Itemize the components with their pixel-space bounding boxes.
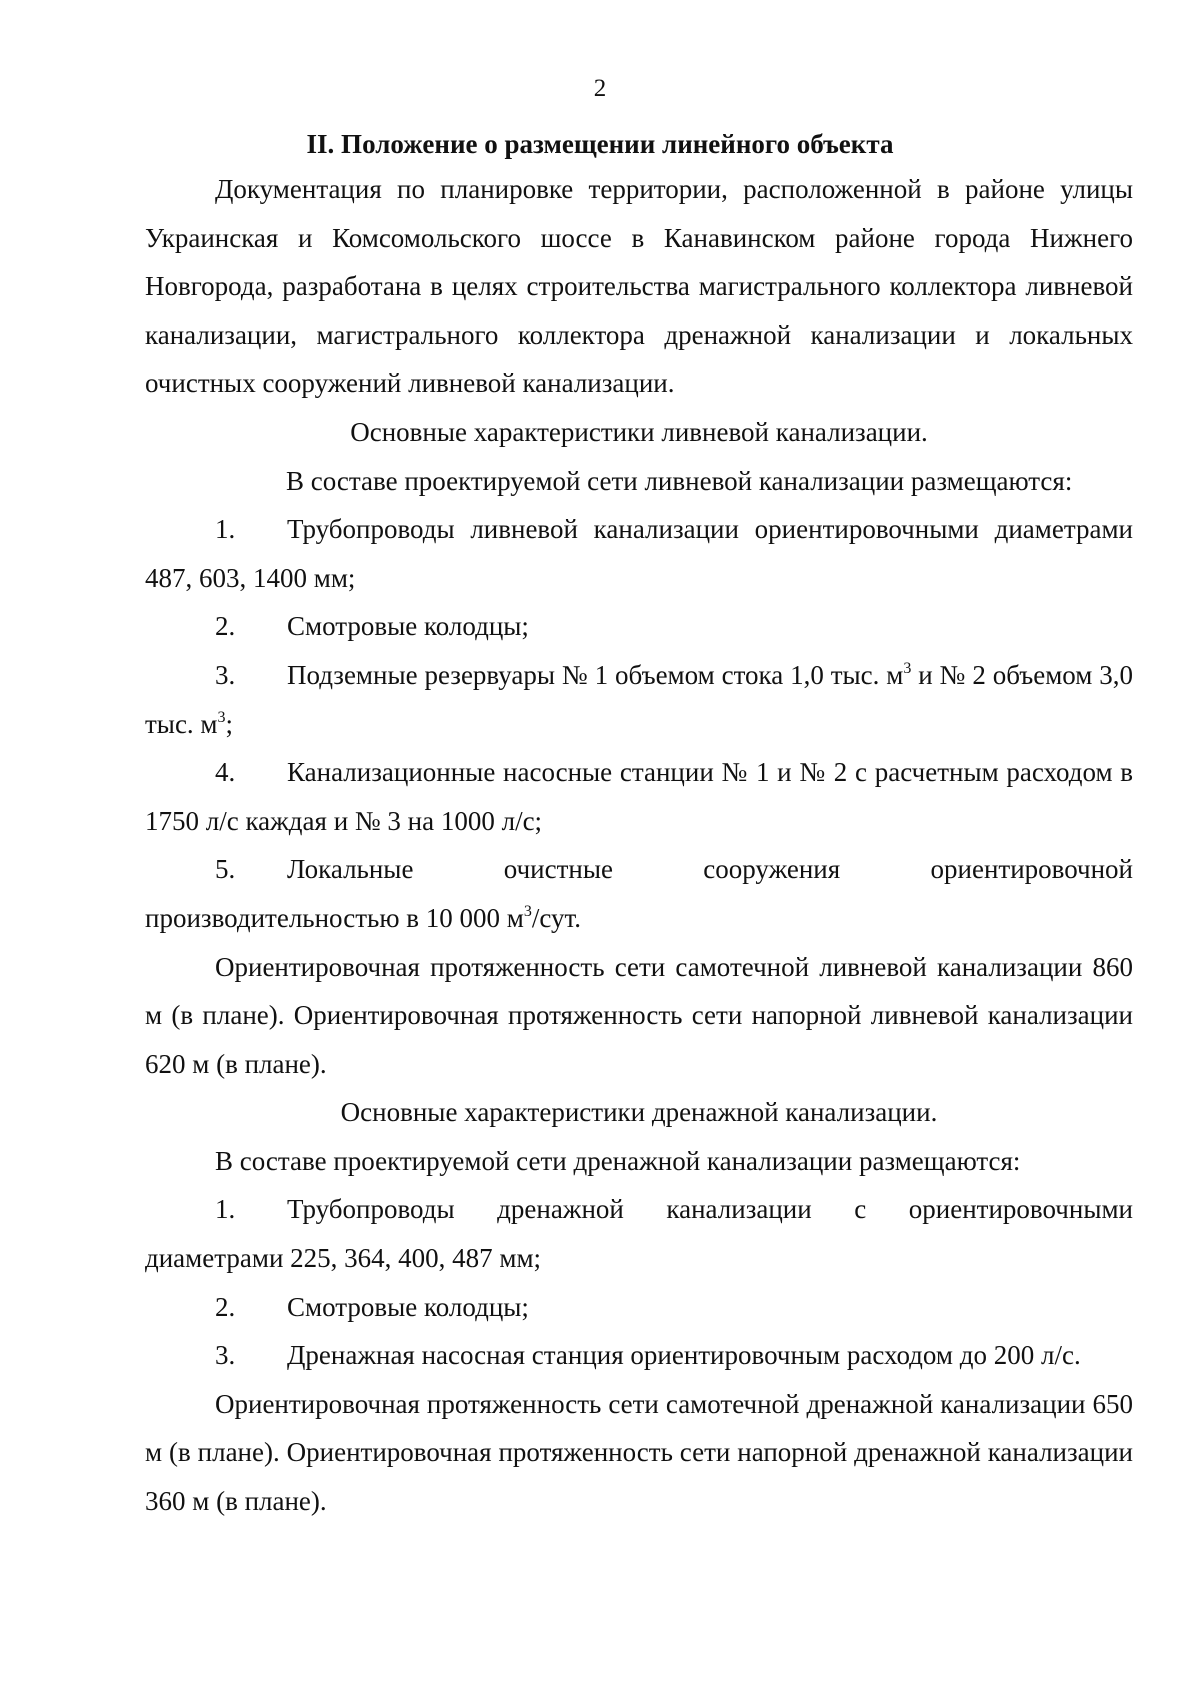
item-text: и № 2 объемом 3,0 тыс. м	[145, 659, 1133, 739]
item-text: Смотровые колодцы;	[287, 611, 529, 642]
storm-item-2	[145, 602, 1133, 651]
drainage-section-title: Основные характеристики дренажной канализации.	[340, 1097, 938, 1128]
storm-summary: Ориентировочная протяженность сети самотечной ливневой канализации 860 м (в плане). Ориентировочная протяженность сети напорной ливневой канализации 620 м (в плане).	[145, 951, 1133, 1079]
item-text: ;	[225, 708, 234, 739]
storm-item-4	[145, 748, 1133, 845]
drainage-lead: В составе проектируемой сети дренажной канализации размещаются:	[215, 1145, 1021, 1176]
item-text: Локальные очистные сооружения ориентировочной производительностью в 10 000 м	[145, 854, 1133, 933]
item-number: 2.	[215, 611, 236, 642]
intro-paragraph: Документация по планировке территории, расположенной в районе улицы Украинская и Комсомольского шоссе в Канавинском районе города Нижнего Новгорода, разработана в целях строительства магистрального коллектора ливневой канализации, магистрального коллектора дренажной канализации и локальных очистных сооружений ливневой канализации.	[145, 174, 1133, 399]
item-text: Дренажная насосная станция ориентировочным расходом до 200 л/с.	[287, 1340, 1081, 1371]
item-number: 2.	[215, 1291, 236, 1322]
item-text: Смотровые колодцы;	[287, 1291, 529, 1322]
item-text: Трубопроводы дренажной канализации с ориентировочными диаметрами 225, 364, 400, 487 мм;	[145, 1194, 1133, 1274]
drainage-item-3	[145, 1331, 1133, 1380]
superscript: 3	[903, 659, 912, 677]
item-text: /сут.	[531, 902, 581, 933]
item-number: 1.	[215, 1194, 236, 1225]
item-number: 4.	[215, 757, 236, 788]
item-number: 3.	[215, 659, 236, 690]
drainage-item-2	[145, 1283, 1133, 1332]
drainage-item-1	[145, 1185, 1133, 1282]
item-number: 3.	[215, 1340, 236, 1371]
drainage-summary: Ориентировочная протяженность сети самотечной дренажной канализации 650 м (в плане). Ориентировочная протяженность сети напорной дренажной канализации 360 м (в плане).	[145, 1388, 1133, 1517]
item-text: Подземные резервуары № 1 объемом стока 1,0 тыс. м	[287, 659, 904, 690]
item-text: Канализационные насосные станции № 1 и № 2 с расчетным расходом в 1750 л/с каждая и № 3 на 1000 л/с;	[145, 757, 1133, 836]
page-number: 2	[593, 75, 607, 102]
item-number: 1.	[215, 514, 236, 545]
document-body	[145, 165, 1133, 1526]
item-text: Трубопроводы ливневой канализации ориентировочными диаметрами 487, 603, 1400 мм;	[145, 514, 1133, 593]
section-heading: II. Положение о размещении линейного объекта	[306, 129, 894, 159]
storm-item-5	[145, 845, 1133, 942]
superscript: 3	[523, 902, 532, 920]
storm-item-1	[145, 505, 1133, 602]
superscript: 3	[217, 708, 226, 726]
item-number: 5.	[215, 854, 236, 885]
storm-section-title: Основные характеристики ливневой канализации.	[350, 416, 928, 447]
storm-lead: В составе проектируемой сети ливневой канализации размещаются:	[286, 465, 1073, 496]
storm-item-3	[145, 651, 1133, 748]
